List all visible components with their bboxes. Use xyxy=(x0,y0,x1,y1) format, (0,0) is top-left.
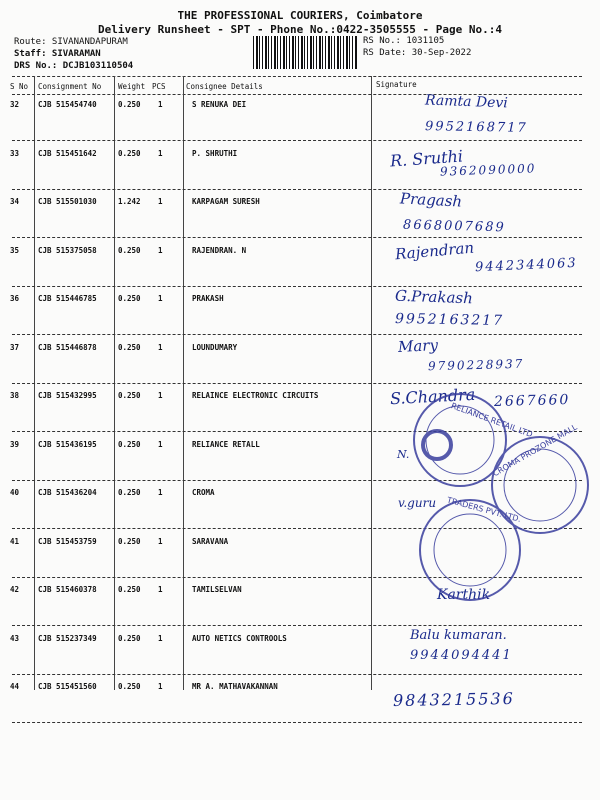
row-separator xyxy=(12,140,582,141)
cell-sno: 40 xyxy=(10,488,20,497)
cell-pcs: 1 xyxy=(158,439,163,449)
cell-weight: 0.250 xyxy=(118,633,141,643)
row-separator xyxy=(12,674,582,675)
row-separator xyxy=(12,237,582,238)
cell-weight: 0.250 xyxy=(118,245,141,255)
signature-phone: 9790228937 xyxy=(427,356,525,373)
signature-phone: 9843215536 xyxy=(392,688,515,711)
cell-pcs: 1 xyxy=(158,197,163,206)
cell-consignment: CJB 515237349 xyxy=(38,633,97,643)
cell-pcs: 1 xyxy=(158,294,163,303)
cell-consignee: TAMILSELVAN xyxy=(192,585,242,594)
cell-weight: 0.250 xyxy=(118,148,141,158)
cell-sno: 32 xyxy=(10,100,20,109)
stamps xyxy=(385,385,600,605)
cell-pcs: 1 xyxy=(158,391,163,400)
cell-consignee: RELIANCE RETALL xyxy=(192,439,260,449)
cell-sno: 39 xyxy=(10,439,20,449)
cell-pcs: 1 xyxy=(158,342,163,352)
col-sno: S No xyxy=(10,82,29,91)
cell-consignee: RAJENDRAN. N xyxy=(192,245,247,255)
signature-name: R. Sruthi xyxy=(389,145,464,171)
col-consignment: Consignment No xyxy=(38,82,102,91)
svg-text:RELIANCE RETAIL LTD: RELIANCE RETAIL LTD xyxy=(449,401,534,440)
signature-name: Mary xyxy=(397,335,439,356)
signature-name: Pragash xyxy=(399,189,463,211)
cell-sno: 44 xyxy=(10,682,20,691)
cell-consignee: CROMA xyxy=(192,488,215,497)
cell-sno: 35 xyxy=(10,245,20,255)
cell-weight: 0.250 xyxy=(118,536,141,546)
cell-weight: 0.250 xyxy=(118,100,141,109)
signature-name: v.guru xyxy=(398,496,437,510)
cell-consignee: P. SHRUTHI xyxy=(192,148,238,158)
cell-consignment: CJB 515446878 xyxy=(38,342,97,352)
cell-consignee: SARAVANA xyxy=(192,536,229,546)
col-consignee: Consignee Details xyxy=(186,82,263,91)
signature-name: Ramta Devi xyxy=(424,92,509,112)
signature-phone: 2667660 xyxy=(493,392,571,410)
cell-pcs: 1 xyxy=(158,585,163,594)
row-separator xyxy=(12,189,582,190)
signature-phone: 9442344063 xyxy=(474,255,578,275)
cell-sno: 34 xyxy=(10,197,20,206)
cell-weight: 0.250 xyxy=(118,682,141,691)
rs-date: RS Date: 30-Sep-2022 xyxy=(363,48,472,58)
route-label: Route: SIVANANDAPURAM xyxy=(14,37,128,47)
cell-consignment: CJB 515460378 xyxy=(38,585,97,594)
rs-number: RS No.: 1031105 xyxy=(363,36,445,46)
cell-consignment: CJB 515454740 xyxy=(38,100,97,109)
signature-phone: 9944094441 xyxy=(410,647,513,663)
cell-weight: 0.250 xyxy=(118,391,141,400)
col-pcs: PCS xyxy=(152,82,166,91)
cell-pcs: 1 xyxy=(158,100,163,109)
cell-consignee: MR A. MATHAVAKANNAN xyxy=(192,682,278,691)
cell-consignee: LOUNDUMARY xyxy=(192,342,238,352)
cell-sno: 37 xyxy=(10,342,20,352)
cell-consignee: PRAKASH xyxy=(192,294,224,303)
cell-consignment: CJB 515446785 xyxy=(38,294,97,303)
signature-name: N. xyxy=(397,447,410,461)
row-separator xyxy=(12,625,582,626)
cell-sno: 33 xyxy=(10,148,20,158)
row-separator xyxy=(12,383,582,384)
cell-sno: 41 xyxy=(10,536,20,546)
cell-pcs: 1 xyxy=(158,536,163,546)
cell-pcs: 1 xyxy=(158,148,163,158)
barcode xyxy=(253,36,357,69)
cell-consignment: CJB 515501030 xyxy=(38,197,97,206)
cell-weight: 1.242 xyxy=(118,197,141,206)
signature-name: S.Chandra xyxy=(389,384,476,409)
cell-sno: 36 xyxy=(10,294,20,303)
signature-name: Karthik xyxy=(437,587,491,603)
signature-name: Rajendran xyxy=(394,238,475,263)
cell-sno: 43 xyxy=(10,633,20,643)
signature-name: G.Prakash xyxy=(394,286,474,308)
row-separator xyxy=(12,334,582,335)
page-subtitle: Delivery Runsheet - SPT - Phone No.:0422-3505555 - Page No.:4 xyxy=(98,23,502,36)
col-signature: Signature xyxy=(376,80,417,89)
cell-consignment: CJB 515432995 xyxy=(38,391,97,400)
cell-weight: 0.250 xyxy=(118,439,141,449)
cell-pcs: 1 xyxy=(158,682,163,691)
signature-phone: 8668007689 xyxy=(402,217,506,236)
cell-consignment: CJB 515451642 xyxy=(38,148,97,158)
page-title: THE PROFESSIONAL COURIERS, Coimbatore xyxy=(177,9,423,22)
cell-consignee: RELAINCE ELECTRONIC CIRCUITS xyxy=(192,391,319,400)
cell-consignment: CJB 515375058 xyxy=(38,245,97,255)
cell-consignment: CJB 515451560 xyxy=(38,682,97,691)
cell-consignee: KARPAGAM SURESH xyxy=(192,197,260,206)
row-separator xyxy=(12,286,582,287)
staff-label: Staff: SIVARAMAN xyxy=(14,49,101,59)
signature-phone: 9952163217 xyxy=(394,311,505,329)
cell-weight: 0.250 xyxy=(118,585,141,594)
cell-consignee: S RENUKA DEI xyxy=(192,100,247,109)
col-weight: Weight xyxy=(118,82,146,91)
cell-sno: 42 xyxy=(10,585,20,594)
cell-weight: 0.250 xyxy=(118,488,141,497)
cell-weight: 0.250 xyxy=(118,342,141,352)
cell-consignment: CJB 515436195 xyxy=(38,439,97,449)
cell-pcs: 1 xyxy=(158,245,163,255)
svg-text:CROMA PROZONE MALL: CROMA PROZONE MALL xyxy=(491,422,579,479)
cell-consignment: CJB 515453759 xyxy=(38,536,97,546)
signature-phone: 9362090000 xyxy=(439,160,537,179)
signature-name: Balu kumaran. xyxy=(410,627,507,643)
cell-pcs: 1 xyxy=(158,633,163,643)
cell-consignment: CJB 515436204 xyxy=(38,488,97,497)
drs-label: DRS No.: DCJB103110504 xyxy=(14,61,134,71)
cell-weight: 0.250 xyxy=(118,294,141,303)
cell-consignee: AUTO NETICS CONTROOLS xyxy=(192,633,287,643)
cell-pcs: 1 xyxy=(158,488,163,497)
svg-text:TRADERS PVT. LTD.: TRADERS PVT. LTD. xyxy=(446,495,523,524)
row-separator xyxy=(12,722,582,723)
signature-phone: 9952168717 xyxy=(424,119,528,136)
cell-sno: 38 xyxy=(10,391,20,400)
